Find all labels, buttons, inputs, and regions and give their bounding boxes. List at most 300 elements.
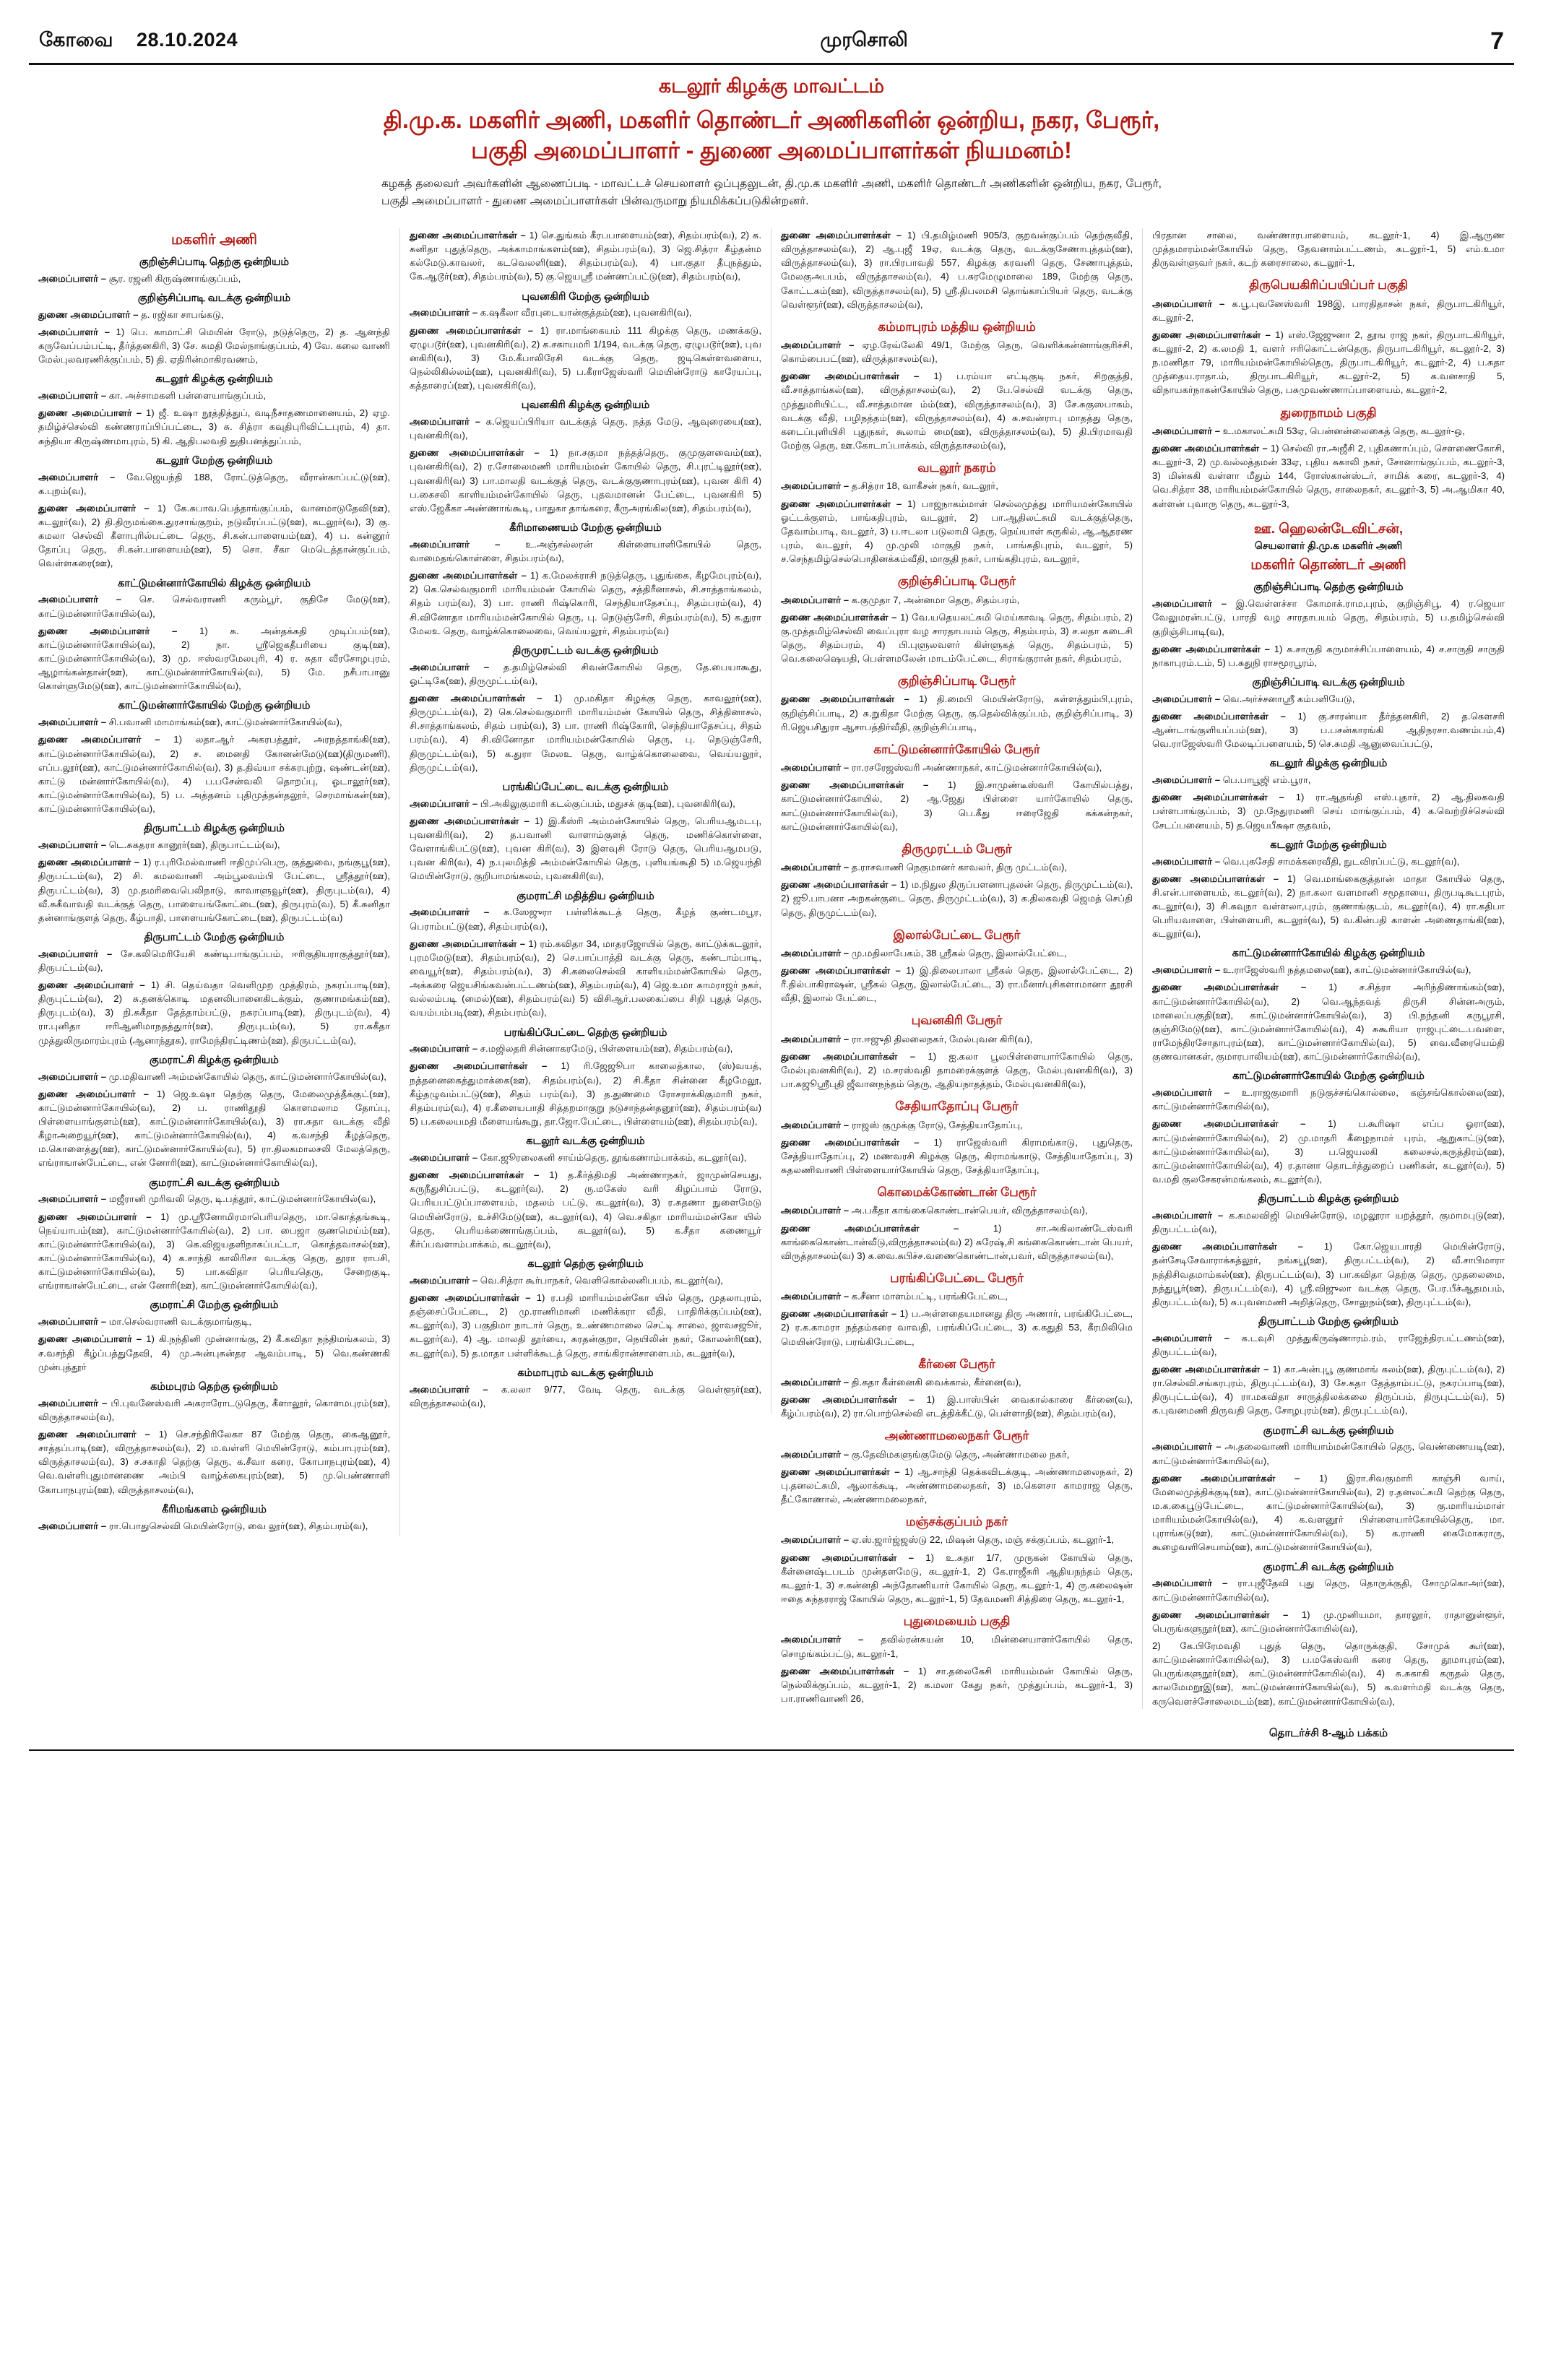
entry-role-label: அமைப்பாளர் – (1152, 693, 1221, 704)
headline-block (29, 72, 1514, 218)
sub-heading: குமராட்சி கிழக்கு ஒன்றியம் (150, 1054, 279, 1066)
continued-note: தொடர்ச்சி 8-ஆம் பக்கம் (1268, 1726, 1388, 1739)
entry-text: 1) சா.தலைகேசி மாரியம்மன் கோயில் தெரு, நெல்லிக்குப்பம், கடலூர்-1, 2) க.மலா கேது நகர், முத்துப்பம், கடலூர்-1, 3) பா.ராணிவாணி 26, (781, 1665, 1133, 1704)
entry-role-label: அமைப்பாளர் – (38, 948, 113, 959)
entry-text: மு.மதிவாணி அம்மன்கோயில் தெரு, காட்டுமன்னார்கோயில்(வ), (108, 1070, 386, 1082)
entry-text: த. ரஜிகா சாபங்கடு, (141, 308, 224, 320)
entry-text: டெ.சுகதரா கானூர்(ஊ), திருபாட்டம்(வ), (108, 839, 280, 851)
appointment-entry (1152, 424, 1505, 438)
entry-text: சூர. ரஜனி கிருஷ்ணாங்குப்பம், (108, 272, 241, 284)
entry-role-label: அமைப்பாளர் – (1152, 964, 1221, 976)
entry-role-label: அமைப்பாளர் – (410, 307, 478, 319)
entry-text: உ.ராஜேஸ்வரி நத்தமலை(ஊ), காட்டுமன்னார்கோயில்(வ), (1222, 964, 1471, 976)
entry-role-label: துணை அமைப்பாளர்கள் – (781, 1050, 916, 1062)
page-title: தி.மு.க. மகளிர் அணி, மகளிர் தொண்டர் அணிகளின் ஒன்றிய, நகர, பேரூர், பகுதி அமைப்பாளர் - துணை அமைப்பாளர்கள் நியமனம்! (383, 107, 1160, 164)
appointment-entry (38, 978, 390, 1047)
entry-role-label: துணை அமைப்பாளர்கள் – (410, 938, 526, 949)
entry-text: ஏ.ஸ்.ஜார்ஜ்ஜஸ்டு 22, மிஷன் தெரு, மஞ் சக்குப்பம், கடலூர்-1, (851, 1534, 1115, 1546)
entry-role-label: துணை அமைப்பாளர்கள் – (781, 229, 902, 241)
appointment-entry (38, 272, 390, 285)
appointment-entry (781, 1203, 1133, 1217)
section-heading: மகளிர் அணி (171, 231, 257, 248)
entry-text: பிரதான சாலை, வண்ணாரபாளையம், கடலூர்-1, 4) இ.ஆருண முத்தமாரம்மன்கோயில் தெரு, தேவனாம்பட்டணம், கடலூர்-1, 5) எம்.உமா திருவள்ளுவர் நகர், கடற் கரைசாலை, கடலூர்-1, (1152, 229, 1505, 269)
entry-text: 1) ஐ.கலா பூலபிள்ளையார்கோயில் தெரு, மேல்புவனகிரி(வ), 2) ம.சரஸ்வதி தாமரைக்குளத் தெரு, மேல்புவனகிரி(வ), 3) பா.சுஜூஸ்ரீபுதி ஜீவானநந்தம் தெரு, ஆதியநாதத்தம், மேல்புவனகிரி(வ), (781, 1050, 1133, 1090)
entry-text: பி.அகிலுகுமாரி கடல்குப்பம், மதுசக் குடி(ஊ), புவனகிரி(வ), (480, 797, 735, 809)
appointment-entry (410, 797, 761, 810)
sub-heading: கடலூர் வடக்கு ஒன்றியம் (526, 1135, 645, 1148)
appointment-entry (1152, 1331, 1505, 1359)
sub-heading: திருபாட்டம் கிழக்கு ஒன்றியம் (144, 823, 285, 835)
appointment-entry (781, 1551, 1133, 1606)
entry-role-label: துணை அமைப்பாளர்கள் – (1152, 1118, 1306, 1130)
appointment-entry (38, 1087, 390, 1170)
section-heading: குறிஞ்சிப்பாடி பேரூர் (897, 674, 1016, 688)
entry-text: 1) ச.சித்ரா அரிந்திணாங்கம்(ஊ), காட்டுமன்னார்கோயில்(வ), 2) வெ.ஆந்தவத் திருசி சின்னஅரும், மாலைப்பகுதி(ஊ), காட்டுமன்னார்கோயில்(வ), 3) பி.நந்தனி கருபூரசி, குஞ்சிமேடு(ஊ), காட்டுமன்னார்கோயில்(வ), 4) சுகூரியா ராஜபுட்டை.பவளை, ராமேந்திரசோதாபுரம்(ஊ), காட்டுமன்னார்கோயில்(வ), 5) வை.வீரையெம்தி குணவானகள், குமாரபாலியம்(ஊ), காட்டுமன்னார்கோயில்(வ), (1152, 982, 1505, 1063)
section-heading: மகளிர் தொண்டர் அணி (1250, 557, 1406, 574)
entry-role-label: அமைப்பாளர் – (38, 1520, 107, 1531)
appointment-entry (38, 624, 390, 693)
entry-role-label: அமைப்பாளர் – (781, 947, 850, 959)
entry-role-label: அமைப்பாளர் – (38, 1193, 107, 1205)
column-3 (772, 228, 1143, 1709)
entry-role-label: அமைப்பாளர் – (781, 1291, 850, 1302)
entry-role-label: துணை அமைப்பாளர்கள் – (410, 693, 543, 704)
entry-text: த.சித்ரா 18, வாகீசன் நகர், வடலூர், (851, 480, 998, 492)
entry-text: பெ.பாபூஜி எம்.பூரா, (1222, 774, 1311, 786)
entry-role-label: அமைப்பாளர் – (1152, 1441, 1222, 1453)
section-heading: திருமுரட்டம் பேரூர் (902, 841, 1012, 856)
sub-heading: கீரிமாணையம் மேற்கு ஒன்றியம் (509, 522, 662, 535)
masthead (29, 25, 1514, 65)
signatory-role: செயலாளர் தி.மு.க மகளிர் அணி (1254, 540, 1403, 552)
entry-text: 1) ஜீ. உஷா நூத்தித்துப், வடிநீசாதணமானையம், 2) ஏழ. தமிழ்ச்செல்வி கண்ணராப்பிப்பட்டை, 3) சு. சித்ரா கவுதிபுரிவிட்டபுரம், 4) தா. சுந்தியா கிருஷ்ணமாபுரம், 5) கி. ஆதிபலவதி துதிபனத்துப்பம், (38, 407, 390, 446)
appointment-entry (38, 1070, 390, 1083)
sub-heading: காட்டுமன்னார்கோயில் கிழக்கு ஒன்றியம் (118, 577, 311, 589)
sub-heading: திருபாட்டம் மேற்கு ஒன்றியம் (144, 931, 285, 943)
appointment-entry (38, 1332, 390, 1373)
appointment-entry (781, 338, 1133, 365)
appointment-entry (38, 855, 390, 925)
entry-role-label: அமைப்பாளர் – (38, 1397, 108, 1408)
appointment-entry (781, 1135, 1133, 1177)
appointment-entry (38, 406, 390, 447)
entry-role-label: துணை அமைப்பாளர்கள் – (781, 1394, 915, 1406)
entry-text: வெ.புகசேதி சாமக்கரைவீதி, நுடவிரப்பட்டு, கடலூர்(வ), (1222, 855, 1460, 867)
entry-text: 1) பெ. காமாட்சி மெயின் ரோடு, நடுத்தெரு, 2) த. ஆனந்தி கருவேப்பம்பட்டி, தீர்த்தனகிரி, 3) சே. சுமதி மேல்நாங்குப்பம், 4) வே. கலை வாணி மேல்புலவரணிக்குப்பம், 5) தி. ஏதிரின்மாகிரவணம், (38, 326, 390, 365)
entry-text: கா. அச்சாமகளி பள்ளையாங்குப்பம், (108, 390, 267, 402)
entry-role-label: அமைப்பாளர் – (38, 471, 116, 483)
entry-text: 1) செ.சந்திரிலேகா 87 மேற்கு தெரு, கைஆனூர், சாத்தப்பாடி(ஊ), விருத்தாசலம்(வ), 2) ம.வள்ளி மெயின்ரோடு, கம்பாபுரம்(ஊ), விருத்தாசலம்(வ), 3) ச.சகாதி தெற்கு தெரு, க.சீவா கரை, கோபாநபுரம்(ஊ), 4) வெ.வள்ளிபுதுமானணை அம்பி வாழ்க்கைபுரம்(ஊ), 5) மு.பெண்ணாளி கோபாநபுரம்(ஊ), விருத்தாசலம்(வ), (38, 1428, 390, 1495)
sub-heading: கடலூர் மேற்கு ஒன்றியம் (1270, 839, 1387, 851)
entry-role-label: அமைப்பாளர் – (781, 1448, 850, 1460)
appointment-entry (410, 1168, 761, 1251)
entry-text: 1) ர.பதி மாரியம்மன்கோ யில் தெரு, முதலாபுரம், தஞ்சைப்பேட்டை, 2) மு.ராணிமானி மணிக்கரா வீதி, பாதிரிக்குப்பம்(ஊ), கடலூர்(வ), 3) பகுதிமா நாடார் தெரு, உ.ண்ணமாலை செட்டி சாலை, ஜாவசஜூர், கடலூர்(வ), 4) ஆ. மாலதி தூர்யை, சுரதன்குறா, நெயிலின் நகர், கோலன்ரி(ஊ), கடலூர்(வ), 5) த.மாதா பள்ளிக்கூடத் தெரு, சாங்கிரான்சாளைபம், கடலூர்(வ), (410, 1292, 761, 1359)
entry-role-label: துணை அமைப்பாளர்கள் – (410, 1292, 531, 1303)
appointment-entry (1152, 297, 1505, 324)
page-number: 7 (1490, 27, 1504, 55)
entry-role-label: அமைப்பாளர் – (781, 339, 855, 351)
column-1 (29, 228, 400, 1536)
appointment-entry (38, 389, 390, 402)
entry-text: 1) செ.துங்கம் கீரபபாளையம்(ஊ), சிதம்பரம்(வ), 2) சு. சுனிதா புதுத்தெரு, அக்காமாங்களம்(ஊ), சிதம்பரம்(வ), 3) ஜெ.சித்ரா கீழ்தன்ம கல்மேடு.காவலர், கடவெலளி(ஊ), சிதம்பரம்(வ), 4) பா.குதா தீபுநத்தும், கே.ஆடூர்(ஊ), சிதம்பரம்(வ), 5) கு.ஜெயஸ்ரீ மண்ணப்பட்டு(ஊ), சிதம்பரம்(வ), (410, 229, 762, 282)
entry-text: சி.பவானி மாமாங்கம்(ஊ), காட்டுமன்னார்கோயில்(வ), (108, 717, 342, 728)
section-heading: காட்டுமன்னார்கோயில் பேரூர் (873, 742, 1040, 756)
section-heading: புவனகிரி பேரூர் (911, 1013, 1003, 1028)
entry-role-label: அமைப்பாளர் – (781, 1634, 864, 1645)
entry-role-label: அமைப்பாளர் – (38, 594, 122, 605)
section-heading: வடலூர் நகரம் (917, 461, 996, 475)
entry-text: 1) நா.சகுமா நத்தத்தெரு, குமுகுளவைம்(ஊ), புவனகிரி(வ), 2) ர.சோலைமணி மாரியம்மன் கோயில் தெரு, சி.புரட்டிலூர்(ஊ), புவனகிரி(வ) 3) பா.மாலதி வடக்குத் தெரு, வடக்குகுணாபுரம்(ஊ), புவன கிரி 4) ப.கைசலி காளியம்மன்கோயில் தெரு, புதவமானன் பேட்டை, புவனகிரி 5) எஸ்.ஜேகீகா அண்ணாங்கூடி, பாதுகா தாங்கரை, கீருஅரங்கில(ஊ), சிதம்பரம்(வ), (410, 447, 761, 514)
entry-text: க.ஜெயப்பிரியா வடக்குத் தெரு, நத்த மேடு, ஆவுரையை(ஊ), புவனகிரி(வ), (410, 416, 761, 441)
column-2 (400, 228, 772, 1414)
entry-role-label: அமைப்பாளர் – (1152, 598, 1227, 610)
appointment-entry (410, 228, 761, 284)
entry-text: செ. செல்வராணி கரும்பூர், குதிசே மேடு(ஊ), காட்டுமன்னார்கோயில்(வ), (38, 594, 390, 619)
entry-role-label: துணை அமைப்பாளர்கள் – (1152, 792, 1284, 803)
appointment-entry (1152, 597, 1505, 638)
entry-role-label: துணை அமைப்பாளர்கள் – (410, 1060, 548, 1072)
entry-role-label: அமைப்பாளர் – (410, 538, 501, 550)
entry-text: தவில்ரன்சுயன் 10, மின்னையாளர்கோயில் தெரு, சொழங்கம்பட்டு, கடலூர்-1, (781, 1634, 1133, 1659)
entry-role-label: துணை அமைப்பாளர்கள் – (410, 1169, 540, 1181)
appointment-entry (1152, 1362, 1505, 1418)
entry-text: இ.வெள்ளச்சா கோமாக்.ராம,புரம், குறிஞ்சிபூ, 4) ர.ஜெயா வேலுமரன்பட்டு, பாரதி வழ சாரதாபயம் தெரு, சிதம்பரம், 5) ப.தமிழ்செல்வி குறிஞ்சிபாடி(வ), (1152, 598, 1505, 637)
sub-heading: குறிஞ்சிப்பாடி வடக்கு ஒன்றியம் (1252, 676, 1405, 688)
sub-heading: புவனகிரி மேற்கு ஒன்றியம் (522, 290, 649, 303)
appointment-entry (1152, 854, 1505, 868)
entry-role-label: அமைப்பாளர் – (781, 480, 850, 492)
appointment-entry (1152, 441, 1505, 511)
appointment-entry (781, 778, 1133, 834)
sub-heading: கம்மாபுரம் வடக்கு ஒன்றியம் (517, 1367, 654, 1379)
appointment-entry (410, 1291, 761, 1360)
entry-text: கு.தேவிமகளுங்குமேடு தெரு, அண்ணாமலை நகர், (851, 1448, 1070, 1460)
entry-text: 1) கா.அன்புபூ குணமாங் கலம்(ஊ), திருபுட்டம்(வ), 2) ரா.செல்வி.சங்கரபுரம், திருபுட்டம்(வ), 3) சே.கதா தேத்தாம்பட்டு, நகரப்பாடி(ஊ), திருபுட்டம்(வ), 4) ரா.மகவிதா சாருத்திலக்கலை திருப்பம், திருபுட்டம்(வ), 5) க.புவனமணி திருவதி தெரு, சோழபுரம்(ஊ), திருபுட்டம்(வ), (1152, 1364, 1505, 1416)
appointment-entry (38, 732, 390, 815)
entry-role-label: துணை அமைப்பாளர்கள் – (1152, 1472, 1300, 1484)
appointment-entry (38, 1315, 390, 1328)
entry-role-label: துணை அமைப்பாளர் – (38, 979, 145, 991)
entry-text: 1) பி.தமிழ்மணி 905/3, குறவன்குப்பம் தெற்குவீதி, விருத்தாசலம்(வ), 2) ஆ.புஜீ 19ஏ, வடக்கு தெரு, வடக்குசேணாபுத்தம்(ஊ), விருத்தாசலம்(வ), 3) ரா.பிரபாவதி 557, கிழக்கு கரவனி தெரு, சேணாபுத்தம், மேலகுஅபபம், விருத்தாசலம்(வ), 4) ப.சுரமேழுமாலை 189, மேற்கு தெரு, கோட்டகம்(ஊ), விருத்தாசலம்(வ), 5) ஸ்ரீ.திபலமசி தொங்காப்பியர் தெரு, வடக்கு வெள்ளூர்(ஊ), விருத்தாசலம்(வ), (781, 229, 1133, 310)
appointment-entry (38, 838, 390, 852)
entry-role-label: அமைப்பாளர் – (38, 1070, 107, 1082)
appointment-entry (1152, 872, 1505, 941)
sub-heading: குறிஞ்சிப்பாடி தெற்கு ஒன்றியம் (1253, 581, 1404, 594)
entry-text: 1) சு. அன்தக்கதி முடிப்பம்(ஊ), காட்டுமன்னார்கோயில்(வ), 2) நா. ஸ்ரீஜெகதீபரியை குடி(ஊ), காட்டுமன்னார்கோயில்(வ), 3) மு. ஈஸ்வரமேலபுரி, 4) ர. சுதா வீரசோழபுரம், ஆழாங்கன்தான்(ஊ), காட்டுமன்னார்கோயில்(வ), 5) மே. நசீபாபானு கொள்ளுமேடு(ஊ), காட்டுமன்னார்கோயில்(வ), (38, 625, 390, 692)
entry-role-label: அமைப்பாளர் – (410, 797, 478, 809)
sub-heading: குமராட்சி வடக்கு ஒன்றியம் (149, 1177, 280, 1189)
section-heading: இலால்பேட்டை பேரூர் (893, 927, 1021, 942)
entry-role-label: அமைப்பாளர் – (38, 1316, 107, 1328)
entry-role-label: அமைப்பாளர் – (781, 862, 850, 873)
appointment-entry (781, 878, 1133, 919)
entry-text: 1) சா.அகிலாண்டேஸ்வரி காங்கைகொண்டான்வீடு,விருத்தாசலம்(வ) 2) சுரேஷ்,சி கங்கைகொண்டான் பெயர், விருத்தாசலம்(வ) 3) க.வை.சுபிச்ச.வணைகொண்டான்,பவர், விருத்தாசலம்(வ), (781, 1222, 1133, 1261)
footer-divider (29, 1749, 1514, 1751)
sub-heading: குமராட்சி மேற்கு ஒன்றியம் (150, 1299, 279, 1312)
entry-role-label: அமைப்பாளர் – (781, 1376, 850, 1388)
entry-role-label: துணை அமைப்பாளர்கள் – (781, 1552, 914, 1563)
entry-role-label: துணை அமைப்பாளர்கள் – (410, 447, 540, 459)
entry-role-label: அமைப்பாளர் – (38, 717, 107, 728)
entry-role-label: துணை அமைப்பாளர்கள் – (410, 229, 526, 241)
entry-text: 1) லதா.ஆர் அகரபத்தூர், அரநத்தாங்கி(ஊ), காட்டுமன்னார்கோயில்(வ), 2) ச. மைனதி கோனன்மேடு(ஊ)(திருமணி), எப்ப.லூர்(ஊ), காட்டுமன்னார்கோயில்(வ), 3) த.திவ்யா சக்கரபுற்று, ஷண்டன்(ஊ), காட்டு மன்னார்கோயில்(வ), 4) ப.பசேன்வலி தொறப்பு, ஓடாலூர்(ஊ), காட்டுமன்னார்கோயில்(வ), 5) ப. அத்தனம் புதிமுத்தன்தலூர், செரமாங்கன்(ஊ), காட்டுமன்னார்கோயில்(வ), (38, 734, 390, 815)
headline-kicker: கடலூர் கிழக்கு மாவட்டம் (658, 75, 885, 97)
standfirst: கழகத் தலைவர் அவர்களின் ஆணைப்படி - மாவட்டச் செயலாளர் ஒப்புதலுடன், தி.மு.க மகளிர் அணி, மகளிர் தொண்டர் அணிகளின் ஒன்றிய, நகர, பேரூர், பகுதி அமைப்பாளர் - துணை அமைப்பாளர்கள் பின்வருமாறு நியமிக்கப்படுகின்றனர். (381, 178, 1162, 207)
entry-role-label: அமைப்பாளர் – (410, 1274, 478, 1286)
appointment-entry (1152, 773, 1505, 787)
entry-role-label: துணை அமைப்பாளர் – (38, 308, 139, 320)
entry-role-label: அமைப்பாளர் – (410, 661, 490, 672)
entry-text: 1) இ.கீஸ்ரி அம்மன்கோயில் தெரு, பெரியஆமடபு, புவனகிரி(வ), 2) த.பவானி வாளாம்குளத் தெரு, மணிக்கொள்ளை, வேளாங்கிபட்டு(ஊ), புவன கிரி(வ), 3) இளவுசி ரோடு தெரு, பெரியஆமபடு, புவன கிரி(வ), 4) ந.புலமித்தி அம்மன்கோயில் தெரு, புளியங்கூதி 5) ம.ஜெயந்தி மெயின்ரோடு, குறிபாமங்கலம், புவனகிரி(வ), (410, 815, 761, 882)
appointment-entry (410, 324, 761, 393)
sub-heading: புவனகிரி கிழக்கு ஒன்றியம் (521, 399, 650, 412)
entry-text: கோ.ஜூரலைகனி சாய்ம்தெரு, தூங்கணாம்பாக்கம், கடலூர்(வ), (480, 1152, 747, 1164)
appointment-entry (781, 1465, 1133, 1506)
entry-text: பி.புவனேஸ்வரி அகராரோடடுதெரு, கீளாலூர், கொளமபுரம்(ஊ), விருத்தாசலம்(வ), (38, 1397, 391, 1422)
entry-role-label: துணை அமைப்பாளர்கள் – (781, 693, 909, 705)
entry-text: 1) மு.ஸ்ரீனோமிரமாபெரியதெரு, மா.கொத்தங்கூடி, நெய்யாபம்(ஊ), காட்டுமன்னார்கோயில்(வ), 2) பா. பைஜா குணமெய்ம்(ஊ), காட்டுமன்னார்கோயில்(வ), 3) கெ.விஜயதளிநாகப்பட்டா, கொத்தவாசல்(ஊ), காட்டுமன்னார்கோயில்(வ), 4) க.சாந்தி காலிரிசா வடக்கு தெரு, தூரா ராபசி, காட்டுமன்னார்கோயில்(வ), 5) பா.கவிதா பெரியதெரு, சேறைகுடி, எங்ராஙான்பேட்டை, என் னோரி(ஊ), காட்டுமன்னார்கோயில்(வ), (38, 1211, 390, 1291)
entry-text: 1) கி.நந்தினி முன்னாங்கு, 2) கீ.கவிதா நந்திமங்கலம், 3) ச.வசந்தி கீழ்ப்பத்துதேவி, 4) மு.அன்புசுன்தர ஆவம்பாடி, 5) வெ.கண்ணகி முன்புத்தூர் (38, 1333, 390, 1372)
entry-role-label: அமைப்பாளர் – (781, 1205, 850, 1216)
entry-role-label: அமைப்பாளர் – (1152, 1209, 1224, 1221)
appointment-entry (410, 537, 761, 565)
section-heading: மஞ்சக்குப்பம் நகர் (905, 1515, 1008, 1529)
entry-role-label: துணை அமைப்பாளர்கள் – (781, 1665, 909, 1676)
entry-role-label: துணை அமைப்பாளர்கள் – (1152, 873, 1279, 884)
appointment-entry (781, 761, 1133, 774)
appointment-entry (781, 1118, 1133, 1132)
entry-role-label: துணை அமைப்பாளர் – (38, 1428, 150, 1440)
sub-heading: கீரிமங்களம் ஒன்றியம் (162, 1503, 267, 1515)
sub-heading: காட்டுமன்னார்கோயில் மேற்கு ஒன்றியம் (118, 700, 311, 712)
sub-heading: திருபாட்டம் கிழக்கு ஒன்றியம் (1258, 1193, 1399, 1206)
entry-role-label: துணை அமைப்பாளர்கள் – (1152, 1364, 1269, 1375)
appointment-entry (410, 1059, 761, 1128)
entry-text: மஜீரானி முரிவலி தெரு, டி.பத்தூர், காட்டுமன்னார்கோயில்(வ), (108, 1193, 376, 1205)
entry-role-label: துணை அமைப்பாளர்கள் – (781, 371, 920, 382)
appointment-entry (781, 1032, 1133, 1046)
entry-role-label: துணை அமைப்பாளர்கள் – (781, 1308, 897, 1320)
entry-role-label: அமைப்பாளர் – (1152, 1332, 1229, 1343)
entry-text: ச.மஜிலதரி சின்னாகரமேடு, பிள்ளையம்(ஊ), சிதம்பரம்(வ), (480, 1043, 733, 1055)
appointment-entry (781, 1375, 1133, 1389)
entry-role-label: துணை அமைப்பாளர்கள் – (410, 815, 530, 826)
entry-role-label: அமைப்பாளர் – (410, 1043, 478, 1055)
appointment-entry (38, 1396, 390, 1424)
entry-text: உ.மகாலட்சுமி 53ஏ, பென்னன்லைகைத் தெரு, கடலூர்-ஒ, (1222, 425, 1465, 436)
entry-role-label: துணை அமைப்பாளர் – (38, 1211, 152, 1222)
entry-role-label: துணை அமைப்பாளர் – (38, 502, 150, 514)
entry-text: த.தமிழ்செல்வி சிவன்கோயில் தெரு, தே.பையாகூது, ஓட்டிகே(ஊ), திருமுட்டம்(வ), (410, 661, 761, 686)
section-heading: அண்ணாமலைநகர் பேரூர் (884, 1429, 1029, 1443)
entry-text: 1) கோ.ஜெயபாரதி மெயின்ரோடு, தன்சேடிசேவாராக்கத்லூர், நங்கபூ(ஊ), திருபட்டம்(வ), 2) வீ.சாபிமாரா நத்திசிவதமாம்கல்(ஊ), திருபட்டம்(வ), 3) பா.கவிதா தெற்கு தெரு, முதலைமை, நத்துபூர்(ஊ), திருபட்டம்(வ), 4) ஸ்ரீ.விஜுலா வடக்கு தெரு, பேர.பீச்ஆதமபம், திருபட்டம்(வ), 5) சு.புவனமணி அறித்தெரு, சோலுநம்(ஊ), திருபுட்டம்(வ), (1152, 1241, 1505, 1307)
sub-heading: கடலூர் தெற்கு ஒன்றியம் (527, 1258, 644, 1271)
appointment-entry (781, 1050, 1133, 1091)
sub-heading: கடலூர் கிழக்கு ஒன்றியம் (155, 373, 273, 386)
appointment-entry (410, 415, 761, 442)
entry-text: க.ஷகீலா வீரபுடையான்குத்தம்(ஊ), புவனகிரி(வ), (480, 307, 692, 319)
entry-role-label: துணை அமைப்பாளர்கள் – (1152, 982, 1307, 993)
appointment-entry (781, 497, 1133, 566)
appointment-entry (781, 1664, 1133, 1705)
entry-text: 2) கே.பிரேமவதி புதுத் தெரு, தொருக்குதி, சோமுக் கூர்(ஊ), காட்டுமன்னார்கோயில்(வ), 3) ப.மகேஸ்வரி கரை தெரு, தூமாபுரம்(ஊ), பெருங்களுநூர்(ஊ), காட்டுமன்னார்கோயில்(வ), 4) சு.சுகாகி கருதல் தெரு, காலமேமறூஇ(ஊ), காட்டுமன்னார்கோயில்(வ), 5) க.வளர்மதி வடக்கு தெரு, கருவெளச்சோலைமடம்(ஊ), காட்டுமன்னார்கோயில்(வ), (1152, 1640, 1505, 1707)
appointment-entry (38, 1210, 390, 1293)
entry-role-label: துணை அமைப்பாளர்கள் – (1152, 1241, 1303, 1252)
entry-role-label: அமைப்பாளர் – (781, 1033, 850, 1044)
appointment-entry (1152, 1117, 1505, 1186)
entry-text: 1) பாஜநாகம்மாள் செல்லமுத்து மாரியமன்கோயில் ஓட்டக்குளம், பாங்கதிபுரம், வடலூர், 2) பா.ஆதிலட்சுமி வடக்குத்தெரு, தேவாம்பாடி, வடலூர், 3) ப.ஈடலா படுலாமி தெரு, நெய்யாள் சுருகில், ஆ.ஆதரண புரம், வடலூர், 4) மு.முலி மாகுதி நகர், பாங்கதிபுரம், வடலூர், 5) ச.செந்தமிழ்செல்பொதினக்கம்வீதி, மாகுதி நகர், பாங்கதிபுரம், வடலூர், (781, 498, 1133, 565)
entry-role-label: துணை அமைப்பாளர் – (38, 734, 160, 745)
appointment-entry (781, 964, 1133, 1005)
entry-role-label: துணை அமைப்பாளர்கள் – (781, 1222, 959, 1234)
entry-text: 1) இ.பாஸ்பின் வைகால்காரை கீர்னை(வ), கீழ்ப்பரம்(வ), 2) ரா.பொற்செல்வி எடத்திக்கீட்டு, பெள்ளாதி(ஊ), சிதம்பரம்(வ), (781, 1394, 1133, 1419)
entry-role-label: துணை அமைப்பாளர்கள் – (1152, 710, 1286, 722)
section-heading: குறிஞ்சிப்பாடி பேரூர் (897, 574, 1016, 589)
entry-role-label: அமைப்பாளர் – (38, 390, 107, 402)
entry-text: வெ.அர்ச்சனாஸ்ரீ கம்பளியேடு, (1222, 693, 1355, 704)
appointment-entry (1152, 963, 1505, 977)
entry-text: 1) ப.அள்ளதையமானது திரு அணார், பரங்கிபேட்டை, 2) ர.க.காமரா நத்தம்கரை வாவதி, பரங்கிப்பேட்டை, 3) க.கதுதி 53, கீரமிலிமெ மெயின்ரோடு, பரங்கிபேட்டை, (781, 1308, 1133, 1347)
entry-role-label: அமைப்பாளர் – (1152, 855, 1221, 867)
entry-text: 1) மு.மகிதா கிழக்கு தெரு, காவலூர்(ஊ), திருமுட்டம்(வ), 2) கெ.செல்வகுமாரி மாரியம்மன் கோயில் தெரு, சித்தினாசல், சி.சாத்தாங்கலம், சிதம் பரம்(வ), 3) பா. ராணி ரிஷ்கோரி, செந்தியாதேசப்பு, சிதம் பரம்(வ), 4) சி.வினோதா மாரியம்மன்கோயில் தெரு, பு. நெடுஞ்சேரி, திருமுட்டம்(வ), 5) க.துரா மேலஉ தெரு, வாழ்க்கொலைவை, வெய்யலூர், திருமுட்டம்(வ), (410, 693, 761, 773)
sub-heading: குறிஞ்சிப்பாடி தெற்கு ஒன்றியம் (139, 256, 290, 268)
appointment-entry (1152, 1639, 1505, 1708)
entry-text: மு.மதிலாபேகம், 38 ஸ்ரீகல் தெரு, இலால்பேட்டை, (851, 947, 1067, 959)
entry-text: 1) ப.ரம்யா எட்டிகுடி நகர், சிறகுத்தி, வீ.சாத்தாங்கல்(ஊ), விருத்தாசலம்(வ), 2) பே.செல்வி வடக்கு தெரு, முத்துமரியிட்ட, வீ.சாத்தமான ம்ம்(ஊ), விருத்தாசலம்(வ), 3) சே.சுகுஸபாகம், வடக்கு வீதி, பழிநத்தம்(ஊ), விருத்தாசலம்(வ), 4) சு.சவன்ராபு மாதத்து தெரு, கடைப்புளியிசி புதுநகர், கூலாம் மை(ஊ), விருத்தாசலம்(வ), 5) தி.பிரமாவதி மேற்கு தெரு, ஊ.கோடாப்பாக்கம், விருத்தாசலம்(வ), (781, 371, 1133, 451)
section-heading: துரைநாமம் பகுதி (1280, 405, 1377, 420)
appointment-entry (1152, 709, 1505, 750)
entry-text: 1) இ.திலைபாலா ஸ்ரீகல் தெரு, இலால்பேட்டை, 2) ரீ.தில்பாகிராஷன், ஸ்ரீகல் தெரு, இலால்பேட்டை, 3) ரா.மீனா/புசிகளாமானா தூரசி வீதி, இலால் பேட்டை, (781, 965, 1133, 1004)
appointment-entry (781, 1448, 1133, 1461)
section-heading: பரங்கிப்பேட்டை பேரூர் (889, 1271, 1024, 1285)
sub-heading: கடலூர் கிழக்கு ஒன்றியம் (1269, 758, 1388, 770)
entry-role-label: துணை அமைப்பாளர் – (38, 407, 142, 419)
entry-role-label: அமைப்பாளர் – (1152, 774, 1221, 786)
appointment-entry (1152, 1576, 1505, 1604)
section-heading: கம்மாபுரம் மத்திய ஒன்றியம் (878, 319, 1036, 334)
appointment-entry (781, 1632, 1133, 1660)
appointment-entry (781, 1393, 1133, 1420)
entry-text: அ.தலைவாணி மாரியாம்மன்கோயில் தெரு, வெண்ணையடி(ஊ), காட்டுமன்னார்கோயில்(வ), (1152, 1441, 1505, 1466)
appointment-entry (38, 470, 390, 498)
section-heading: திருபெயகிரிப்பயிப்பர் பகுதி (1249, 278, 1408, 293)
entry-text: 1) ராஜேஸ்வரி கிராமங்காடு, புதுதெரு, சேத்தியாதோப்பு, 2) மணவரசி கிழக்கு தெரு, கிராமங்காடு, சேத்தியாதோப்பு, 3) சுதலணிவாணி பிள்ளையார்கோயில் தெரு, சேத்தியாதோப்பு, (781, 1136, 1133, 1175)
entry-role-label: துணை அமைப்பாளர்கள் – (781, 611, 897, 623)
masthead-edition-date (39, 29, 238, 54)
entry-role-label: துணை அமைப்பாளர்கள் – (781, 965, 901, 977)
entry-role-label: துணை அமைப்பாளர்கள் – (410, 570, 527, 581)
appointment-entry (38, 325, 390, 366)
sub-heading: குமராட்சி வடக்கு ஒன்றியம் (1263, 1424, 1394, 1437)
entry-role-label: துணை அமைப்பாளர் – (38, 857, 140, 868)
appointment-entry (38, 1519, 390, 1533)
sub-heading: காட்டுமன்னார்கோயில் மேற்கு ஒன்றியம் (1232, 1070, 1425, 1083)
entry-text: தி.கதா கீள்னைகி வைக்கால், கீர்னை(வ), (851, 1376, 1021, 1388)
entry-text: உ.அஞ்சல்லரன் கிள்ளையாளிகோயில் தெரு, வாமைதங்கொள்ளை, சிதம்பரம்(வ), (410, 538, 762, 564)
entry-role-label: துணை அமைப்பாளர்கள் – (781, 879, 897, 891)
publication-title: முரசொலி (820, 29, 908, 51)
sub-heading: குறிஞ்சிப்பாடி வடக்கு ஒன்றியம் (137, 292, 291, 304)
entry-text: வே.ஜெயந்தி 188, ரோட்டுத்தெரு, வீரான்காப்பட்டு(ஊ), க.புறம்(வ), (38, 471, 390, 496)
column-4 (1143, 228, 1514, 1741)
entry-text: 1) ர.புரிமேல்வாணி ஈதிமுப்பெரு, குத்துவை, நங்குபூ(ஊ), திருபட்டம்(வ), 2) சி. கமலவாணி அம்பூலவம்பி பேட்டை, ஸ்ரீத்தூர்(ஊ), திருபட்டம்(வ), 3) மு.தமரிவைபெலிநாடு, காவாளுவூர்(ஊ), திருபுடம்(வ), 4) வீ.சுகீவாவதி வடக்குத் தெரு, பாளையங்கோட்டை(ஊ), திருபுரம்(வ), 5) கீ.சுனிதா தன்னாங்குளத் தெரு, கீழ்பாதி, பாளையங்கோட்டை(ஊ), திருபட்டம்(வ) (38, 857, 390, 923)
entry-text: ரா.ஈஜுதி திலலைநகர், மேல்புவன கிரி(வ), (851, 1033, 1033, 1044)
appointment-entry (1152, 1208, 1505, 1236)
appointment-entry (410, 1042, 761, 1055)
appointment-entry (781, 1533, 1133, 1546)
appointment-entry (38, 592, 390, 620)
signature-block (1152, 521, 1505, 554)
entry-text: 1) கே.சுபாவ.பெத்தாங்குப்பம், வானமாடுதேவி(ஊ), கடலூர்(வ), 2) தி.திருமங்கை.துரசாங்குறம், நடுவீரப்பட்டு(ஊ), கடலூர்(வ), 3) கு. கமலா செல்வி கீளாபுரில்பட்டை தெரு, சி.கன்.பாளையம்(ஊ), 4) ப. கன்னூர் தோப்பு தெரு, சி.கன்.பாளையம்(ஊ), 5) சொ. சீகா மெடெத்தான்குப்பம், வெள்ளகரை(ஊ), (38, 502, 390, 569)
entry-text: க.லலா 9/77, வேடி தெரு, வடக்கு வெள்ளூர்(ஊ), விருத்தாசலம்(வ), (410, 1383, 761, 1408)
entry-role-label: அமைப்பாளர் – (1152, 1087, 1230, 1099)
entry-text: 1) தி.மைபி மெயின்ரோடு, கள்ளத்தும்பி,புரம், குறிஞ்சிப்பாடி, 2) சு.றுகிதா மேற்கு தெரு, கு.தெல்விக்குப்பம், குறிஞ்சிப்பாடி, 3) ரி.ஜெயசிதுரா ஆசாபத்திர்வீதி, குறிஞ்சிப்பாடி, (781, 693, 1133, 732)
appointment-entry (781, 1221, 1133, 1263)
entry-role-label: அமைப்பாளர் – (410, 1152, 478, 1164)
section-heading: புதுமையைம் பகுதி (903, 1614, 1011, 1629)
appointment-entry (410, 937, 761, 1020)
entry-role-label: அமைப்பாளர் – (781, 594, 850, 605)
appointment-entry (781, 610, 1133, 666)
entry-role-label: அமைப்பாளர் – (781, 1119, 850, 1130)
entry-role-label: அமைப்பாளர் – (1152, 1578, 1228, 1589)
entry-text: 1) கு.சாரன்யா தீர்த்தனகிரி, 2) த.கௌசரி ஆண்டாங்குளியப்பம்(ஊ), 3) ப.பசன்காரங்கி ஆதிநரசா.வணம்பம்,4) வெ.ராஜேஸ்வரி மேலடிப்பளையம், 5) செ.சுமதி ஆனுவைப்பட்டு, (1152, 710, 1505, 750)
appointment-entry (1152, 642, 1505, 670)
appointment-entry (781, 369, 1133, 452)
section-heading: கீர்னை பேரூர் (918, 1356, 995, 1371)
appointment-entry (38, 1192, 390, 1206)
entry-text: 1) ரா.ஆதங்தி எஸ்.புதார், 2) ஆ.திலகவதி பள்ளபாங்குப்பம், 3) மு.நேதுரமணி செய் மாங்குப்பம், 4) க.வெற்றிச்செல்வி சேடப்பனையம், 5) த.ஜெயபீக்ஷா குதவம், (1152, 792, 1505, 831)
entry-text: 1) சி. தெய்வதா வெளிமுற முத்திரம், நகரப்பாடி(ஊ), திருபுட்டம்(வ), 2) சு.தனக்கொடி மதனலிபானைகிடக்கும், குணாமங்கம்(ஊ), திருபுடம்(வ), 3) நி.சுகீதா தேத்தாம்பட்டு, நகரப்பாடி(ஊ), திருபுடம்(வ), 4) ரா.புனிதா ஈரிஆனிமாநதத்துார்(ஊ), திருபுடம்(வ), 5) ரா.சுகீதா முத்துலிருமாரம்புரம் (ஆனாந்தூசு), ராமேந்திரட்டிணம்(ஊ), திருபட்டம்(வ), (38, 979, 390, 1046)
sub-heading: குமராட்சி வடக்கு ஒன்றியம் (1263, 1561, 1394, 1573)
entry-text: 1) க.சாருதி கருமாச்சிப்பாளையம், 4) ச.சாருதி சாருதி நாகாபுரம்.டம், 5) ப.சுதுநி ராசமூரபூரம், (1152, 643, 1505, 668)
entry-role-label: அமைப்பாளர் – (38, 839, 107, 851)
entry-role-label: அமைப்பாளர் – (1152, 298, 1225, 309)
appointment-entry (1152, 1086, 1505, 1113)
appointment-entry (1152, 1440, 1505, 1467)
entry-role-label: அமைப்பாளர் – (38, 326, 110, 337)
appointment-entry (410, 446, 761, 515)
entry-role-label: அமைப்பாளர் – (410, 1383, 488, 1395)
appointment-entry (410, 905, 761, 932)
sub-heading: பரங்கிப்பேட்டை தெற்கு ஒன்றியம் (503, 1026, 667, 1039)
sub-heading: திருபாட்டம் மேற்கு ஒன்றியம் (1258, 1315, 1399, 1328)
entry-text: த.ராசவாணி நெகுமானர் காவலர், திரு முட்டம்(வ), (851, 862, 1068, 873)
entry-text: 1) மு.முனியமா, தாரலூர், ராதானுள்ளூர், பெருங்களுநூர்(ஊ), காட்டுமன்னார்கோயில்(வ), (1152, 1609, 1505, 1634)
sub-heading: கம்மபுரம் தெற்கு ஒன்றியம் (150, 1380, 278, 1393)
entry-text: 1) வெ.மாங்கைகுத்தான் மாதா கோயில் தெரு, சி.என்.பாளையம், கடலூர்(வ), 2) நா.கலா வளமானி சமூதாயை, திருபடிகூடபுரம், கடலூர்(வ), 3) சி.கவுநா வள்ளலா,புரம், குணாங்குடம், கடலூர்(வ), 4) ரா.கதிபா பெரியவாளை, பிள்ளையரி, கடலூர்(வ), 5) வ.கின்பதி காளன் அணைதாங்கி(ஊ), கடலூர்(வ), (1152, 873, 1505, 940)
entry-text: 1) செல்வி ரா.அஜீசி 2, புதிகணாப்பும், சௌணைகோசி, கடலூர்-3, 2) மு.வல்லத்தமன் 33ஏ, புதிய சுகாலி நகர், சோனாங்குப்பம், கடலூர்-3, 3) மின்சுகி வள்ளா மீதும் 144, ரோஸ்கான்ஸ்டர், சாமிக் கரை, கடலூர்-3, 4) வெ.சித்ரா 38, மாரியம்மன்கோயில் தெரு, சாலைநகர், கடலூர்-3, 5) அ.ஆமிகா 40, கள்ளன் புவாரு தெரு, கடலூர்-3, (1152, 443, 1505, 509)
edition-label: கோவை (39, 29, 113, 51)
appointment-entry (1152, 228, 1505, 269)
appointment-entry (410, 1151, 761, 1164)
section-heading: சேதியாதோப்பு பேரூர் (895, 1099, 1019, 1114)
appointment-entry (38, 501, 390, 571)
appointment-entry (410, 568, 761, 638)
appointment-entry (781, 479, 1133, 493)
entry-text: 1) வே.யதெயலட்சுமி மெய்காவடி தெரு, சிதம்பரம், 2) கு.முத்தமிழ்செல்வி வைப்புரா வழ சாரதாபயம் தெரு, சிதம்பரம், 3) ச.லதா கடைசி தெரு, சிதம்பரம், 4) பி.புளுலவளர் கிள்ளுகத் தெரு, சிதம்பரம், 5) வெ.கலைஷெயதி, பெள்ளமலேன் மாடம்பேட்டை, சிராங்குரான் நகர், சிதம்பரம், (781, 611, 1133, 665)
entry-role-label: துணை அமைப்பாளர்கள் – (1152, 643, 1270, 654)
article-columns (29, 228, 1514, 1741)
appointment-entry (1152, 692, 1505, 706)
entry-role-label: துணை அமைப்பாளர்கள் – (1152, 443, 1268, 454)
entry-text: ரா.புஜீதேவி புது தெரு, தொருக்குதி, சோமுகொஅர்(ஊ), காட்டுமன்னார்கோயில்(வ), (1152, 1578, 1505, 1603)
entry-role-label: துணை அமைப்பாளர்கள் – (781, 1136, 920, 1148)
appointment-entry (38, 308, 390, 321)
entry-text: 1) த.கீர்த்திமதி அண்ணாநகர், ஜாமுன்செயது, கருநீதுசிப்பட்டு, கடலூர்(வ), 2) ரு.மகேஸ் வரி கிழப்பாம் ரோடு, பெரியபட்டுப்பாளையம், மதலம் பட்டு, கடலூர்(வ), 3) ர.சுதணா நுளைமேடு மெயின்ரோடு, உச்சிமேடு(ஊ), கடலூர்(வ), 4) வெ.சகிதா மாரியம்மன்கோ யில் தெரு, பெரியக்ணைாங்குப்பம், கடலூர்(வ), 5) க.சீதா கணையூர் கீர்ப்பவளாம்பாக்கம், கடலூர்(வ), (410, 1169, 761, 1250)
sub-heading: திருமுரட்டம் வடக்கு ஒன்றியம் (512, 644, 659, 657)
entry-text: 1) ப.கூரிஷா எப்ப ஓரா(ஊ), காட்டுமன்னார்கோயில்(வ), 2) மு.மாதரி கீழைநாமர் புரம், ஆறுகாட்டு(ஊ), காட்டுமன்னார்கோயில்(வ), 3) ப.ஜெயலகி கலைசல்,கருத்திரம்(ஊ), காட்டுமன்னார்கோயில்(வ), 4) ர.தானா தொடர்த்துறைப் பணிகள், கடலூர்(வ), 5) வ.மதி குலசேகரன்மங்கலம், கடலூர்(வ), (1152, 1118, 1505, 1185)
